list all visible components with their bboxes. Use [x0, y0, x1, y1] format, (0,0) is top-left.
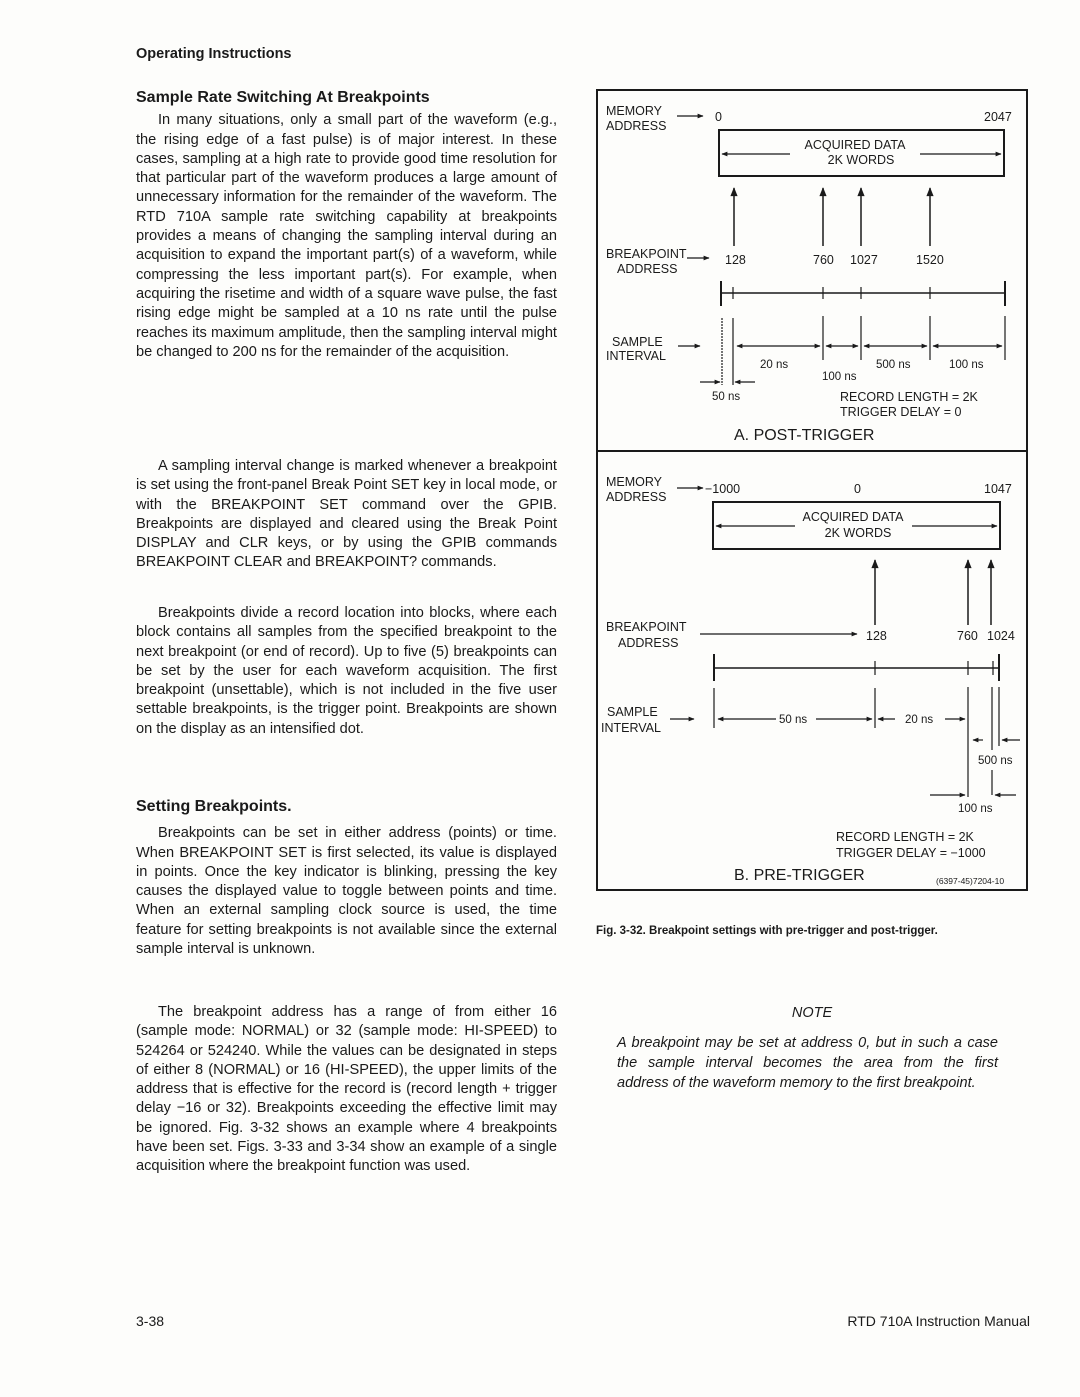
- figure-caption: Fig. 3-32. Breakpoint settings with pre-trigger and post-trigger.: [596, 925, 938, 937]
- breakpoint-value: 128: [866, 629, 887, 643]
- interval-value-100ns: 100 ns: [958, 803, 993, 815]
- running-head: Operating Instructions: [136, 46, 292, 62]
- label-memory-a: MEMORY: [606, 104, 663, 118]
- label-address-b: ADDRESS: [606, 490, 667, 504]
- breakpoint-value: 760: [813, 253, 834, 267]
- interval-value-500ns: 500 ns: [876, 359, 911, 371]
- paragraph-setting: Breakpoints can be set in either address (points) or time. When BREAKPOINT SET is first selected, its value is displayed in points. Once the key indicator is blinking, pressing the key causes the displayed value to toggle between points and time. When an external sampling clock source is used, the time feature for setting breakpoints is not available since the external sample interval is unknown.: [136, 825, 557, 958]
- breakpoint-value: 1024: [987, 629, 1015, 643]
- note-title: NOTE: [791, 1005, 833, 1021]
- breakpoint-value: 1027: [850, 253, 878, 267]
- paragraph-text: The breakpoint address has a range of from either 16 (sample mode: NORMAL) or 32 (sample mode: HI-SPEED) to 524264 or 524240. While the values can be designated in steps of either 8 (NORMAL) or 16 (HI-SPEED), the upper limits of the address that is effective for the record is (record length + trigger delay −16 or 32). Breakpoints exceeding the effective limit may be ignored. Fig. 3-32 shows an example where 4 breakpoints have been set. Figs. 3-33 and 3-34 show an example of a single acquisition where the breakpoint function was used.: [136, 1004, 557, 1175]
- interval-value-500ns: 500 ns: [978, 755, 1013, 767]
- acquired-data-label-a: ACQUIRED DATA: [804, 138, 906, 152]
- trigger-delay-b: TRIGGER DELAY = −1000: [836, 846, 986, 860]
- trigger-delay-a: TRIGGER DELAY = 0: [840, 405, 962, 419]
- label-address-a: ADDRESS: [606, 119, 667, 133]
- label-sample-a: SAMPLE: [612, 335, 663, 349]
- section-title-setting-breakpoints: Setting Breakpoints.: [136, 798, 292, 815]
- label-memory-b: MEMORY: [606, 475, 663, 489]
- memory-end-a: 2047: [984, 110, 1012, 124]
- section-title-sample-rate-switching: Sample Rate Switching At Breakpoints: [136, 89, 430, 106]
- breakpoint-value: 128: [725, 253, 746, 267]
- record-length-a: RECORD LENGTH = 2K: [840, 390, 978, 404]
- page-number: 3-38: [136, 1313, 165, 1329]
- manual-title: RTD 710A Instruction Manual: [847, 1313, 1030, 1329]
- memory-start-a: 0: [715, 110, 722, 124]
- interval-value-50ns: 50 ns: [779, 714, 808, 726]
- label-interval-a: INTERVAL: [606, 349, 666, 363]
- paragraph-intro: In many situations, only a small part of the waveform (e.g., the rising edge of a fast pulse) is of major interest. In these cases, sampling at a high rate to provide good time resolution for that particular part of the waveform produces a large amount of unnecessary information for the remainder of the waveform. The RTD 710A sample rate switching capability at breakpoints provides a means of changing the sampling interval during an acquisition to expand the important part(s) of a waveform, while compressing the less important part(s). For example, when acquiring the risetime and width of a square wave pulse, the fast rising edge might be sampled at a 10 ns rate until the pulse reaches its maximum amplitude, then the sampling interval might be changed to 200 ns for the remainder of the acquisition.: [136, 112, 557, 360]
- words-label-a: 2K WORDS: [827, 153, 895, 167]
- label-sample-b: SAMPLE: [607, 705, 658, 719]
- interval-value-20ns: 20 ns: [760, 359, 789, 371]
- words-label-b: 2K WORDS: [824, 526, 892, 540]
- interval-value-100ns-last: 100 ns: [949, 359, 984, 371]
- note-body: A breakpoint may be set at address 0, but in such a case the sample interval becomes the area from the first address of the waveform memory to the first breakpoint.: [617, 1035, 998, 1091]
- memory-mid-b: 0: [854, 482, 861, 496]
- label-interval-b: INTERVAL: [601, 721, 661, 735]
- memory-end-b: 1047: [984, 482, 1012, 496]
- memory-start-b: −1000: [705, 482, 741, 496]
- acquired-data-label-b: ACQUIRED DATA: [802, 510, 904, 524]
- panel-b-title: B. PRE-TRIGGER: [734, 867, 865, 884]
- paragraph-text: Breakpoints divide a record location into blocks, where each block contains all samples from the specified breakpoint to the next breakpoint (or end of record). Up to five (5) breakpoints can be set by the user for each waveform acquisition. The first breakpoint (unsettable), which is not included in the five user settable breakpoints, is the trigger point. Breakpoints are shown on the display as an intensified dot.: [136, 605, 557, 737]
- figure-code: (6397-45)7204-10: [936, 876, 1005, 886]
- label-breakpoint-a: BREAKPOINT: [606, 247, 687, 261]
- panel-a-title: A. POST-TRIGGER: [734, 427, 875, 444]
- label-breakpoint-b: BREAKPOINT: [606, 620, 687, 634]
- label-bp-address-b: ADDRESS: [618, 636, 679, 650]
- record-length-b: RECORD LENGTH = 2K: [836, 830, 974, 844]
- breakpoint-value: 760: [957, 629, 978, 643]
- interval-value-20ns: 20 ns: [905, 714, 934, 726]
- interval-value-50ns: 50 ns: [712, 391, 741, 403]
- breakpoint-value: 1520: [916, 253, 944, 267]
- label-bp-address-a: ADDRESS: [617, 262, 678, 276]
- interval-value-100ns: 100 ns: [822, 371, 857, 383]
- paragraph-text: A sampling interval change is marked whenever a breakpoint is set using the front-panel Break Point SET key in local mode, or with the BREAKPOINT SET command over the GPIB. Breakpoints are displayed and cleared using the Break Point DISPLAY and CLR keys, or by using the GPIB commands BREAKPOINT CLEAR and BREAKPOINT? commands.: [136, 458, 557, 571]
